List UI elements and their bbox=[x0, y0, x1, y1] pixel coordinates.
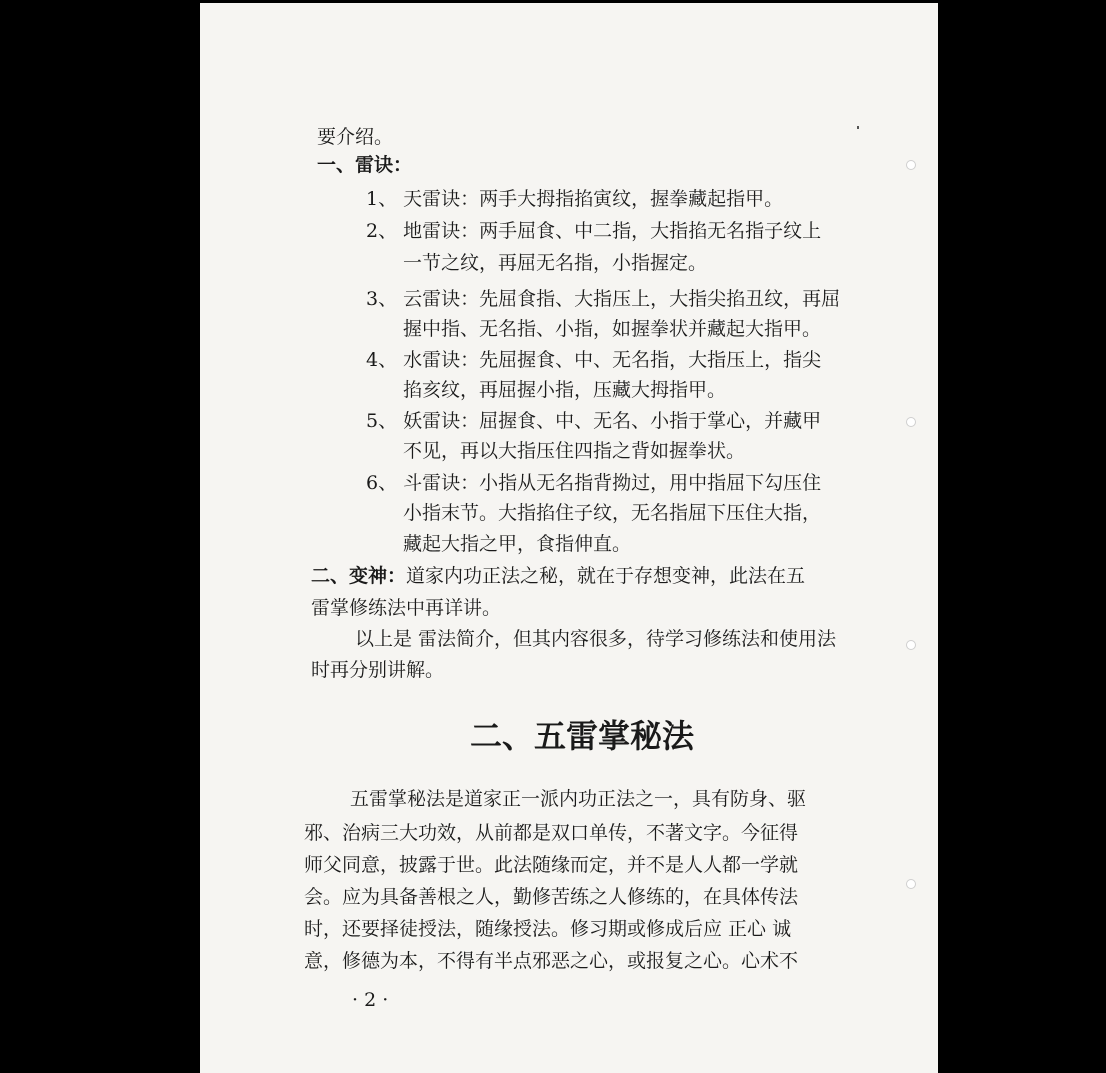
section2-heading: 二、变神： bbox=[311, 565, 407, 587]
summary-line-2: 时再分别讲解。 bbox=[311, 659, 445, 681]
section2-text-2: 雷掌修练法中再详讲。 bbox=[311, 597, 502, 619]
item-1-line-1: 1、 天雷诀：两手大拇指掐寅纹，握拳藏起指甲。 bbox=[366, 188, 784, 210]
body-line-1: 五雷掌秘法是道家正一派内功正法之一，具有防身、驱 bbox=[350, 788, 807, 810]
binder-hole bbox=[906, 417, 916, 427]
item-6-line-2: 小指末节。大指掐住子纹，无名指屈下压住大指， bbox=[403, 502, 822, 524]
paper-speck bbox=[857, 126, 859, 129]
body-line-2: 邪、治病三大功效，从前都是双口单传，不著文字。今征得 bbox=[304, 822, 799, 844]
item-5-line-2: 不见，再以大指压住四指之背如握拳状。 bbox=[403, 440, 746, 462]
item-4-line-2: 掐亥纹，再屈握小指，压藏大拇指甲。 bbox=[403, 379, 727, 401]
section2-text-1: 道家内功正法之秘，就在于存想变神，此法在五 bbox=[406, 565, 806, 587]
item-4-line-1: 4、 水雷诀：先屈握食、中、无名指，大指压上，指尖 bbox=[366, 349, 822, 371]
section1-heading: 一、雷诀： bbox=[317, 154, 413, 176]
item-2-line-2: 一节之纹，再屈无名指，小指握定。 bbox=[403, 252, 708, 274]
binder-hole bbox=[906, 160, 916, 170]
intro-line: 要介绍。 bbox=[317, 126, 394, 148]
body-line-6: 意，修德为本，不得有半点邪恶之心，或报复之心。心术不 bbox=[304, 950, 799, 972]
item-6-line-3: 藏起大指之甲，食指伸直。 bbox=[403, 533, 632, 555]
chapter-title: 二、五雷掌秘法 bbox=[470, 717, 695, 755]
body-line-4: 会。应为具备善根之人，勤修苦练之人修练的，在具体传法 bbox=[304, 886, 799, 908]
item-2-line-1: 2、 地雷诀：两手屈食、中二指，大指掐无名指子纹上 bbox=[366, 220, 822, 242]
item-6-line-1: 6、 斗雷诀：小指从无名指背拗过，用中指屈下勾压住 bbox=[366, 472, 822, 494]
binder-hole bbox=[906, 879, 916, 889]
summary-line-1: 以上是 雷法简介，但其内容很多，待学习修练法和使用法 bbox=[355, 628, 837, 650]
item-5-line-1: 5、 妖雷诀：屈握食、中、无名、小指于掌心，并藏甲 bbox=[366, 410, 822, 432]
page-number: · 2 · bbox=[352, 989, 389, 1011]
section2-first-line bbox=[311, 564, 805, 588]
item-3-line-2: 握中指、无名指、小指，如握拳状并藏起大指甲。 bbox=[403, 318, 822, 340]
item-3-line-1: 3、 云雷诀：先屈食指、大指压上，大指尖掐丑纹，再屈 bbox=[366, 288, 841, 310]
body-line-5: 时，还要择徒授法，随缘授法。修习期或修成后应 正心 诚 bbox=[304, 918, 792, 940]
document-page bbox=[200, 3, 938, 1073]
body-line-3: 师父同意，披露于世。此法随缘而定，并不是人人都一学就 bbox=[304, 854, 799, 876]
binder-hole bbox=[906, 640, 916, 650]
